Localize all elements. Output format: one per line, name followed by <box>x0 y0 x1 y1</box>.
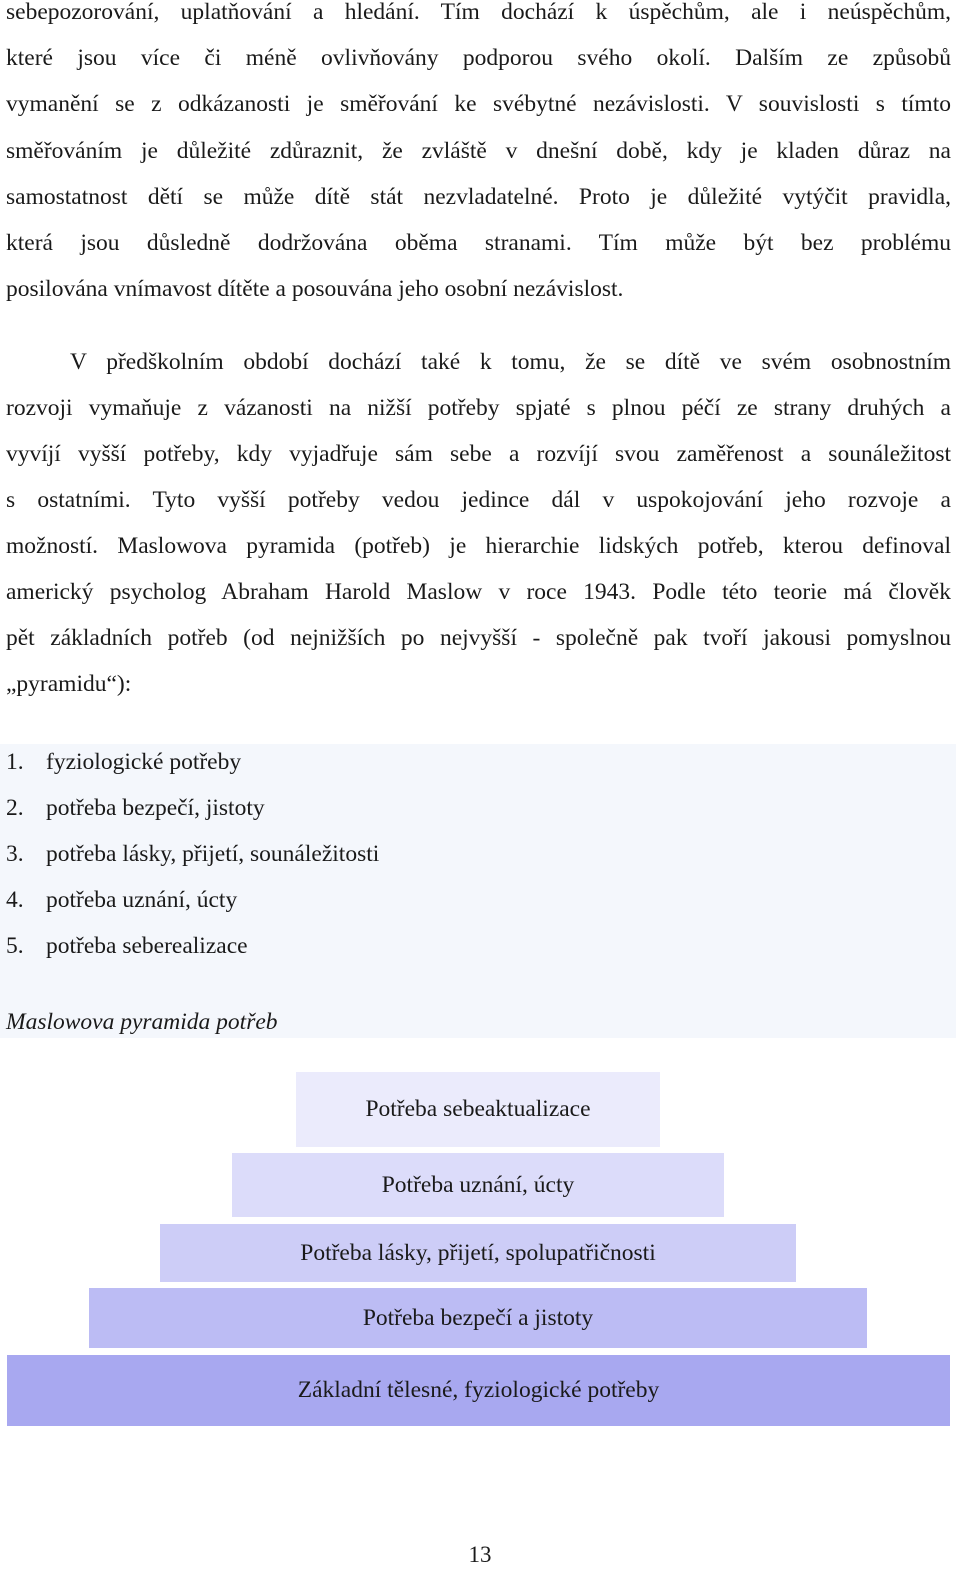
page-number: 13 <box>468 1542 492 1567</box>
pyramid-tier-love-belonging: Potřeba lásky, přijetí, spolupatřičnosti <box>160 1224 796 1282</box>
paragraph1-line-2: které jsou více či méně ovlivňovány podporou svého okolí. Dalším ze způsobů <box>6 45 951 71</box>
paragraph2-line-7: pět základních potřeb (od nejnižších po nejvyšší - společně pak tvoří jakousi pomyslnou <box>6 625 951 651</box>
list-item-text: potřeba seberealizace <box>46 933 248 959</box>
paragraph1-line-6: která jsou důsledně dodržována oběma stranami. Tím může být bez problému <box>6 230 951 256</box>
paragraph1-line-3: vymanění se z odkázanosti je směřování ke svébytné nezávislosti. V souvislosti s tímto <box>6 91 951 117</box>
paragraph2-line-3: vyvíjí vyšší potřeby, kdy vyjadřuje sám sebe a rozvíjí svou zaměřenost a sounáležitost <box>6 441 951 467</box>
pyramid-tier-safety: Potřeba bezpečí a jistoty <box>89 1288 867 1348</box>
paragraph2-line-4: s ostatními. Tyto vyšší potřeby vedou jedince dál v uspokojování jeho rozvoje a <box>6 487 951 513</box>
paragraph2-line-1: V předškolním období dochází také k tomu, že se dítě ve svém osobnostním <box>70 349 951 375</box>
list-item <box>6 839 379 869</box>
paragraph1-line-1: sebepozorování, uplatňování a hledání. Tím dochází k úspěchům, ale i neúspěchům, <box>6 0 951 25</box>
list-item-number: 3. <box>6 841 24 867</box>
paragraph2-line-6: americký psycholog Abraham Harold Maslow v roce 1943. Podle této teorie má člověk <box>6 579 951 605</box>
list-item-number: 4. <box>6 887 24 913</box>
list-item-text: potřeba lásky, přijetí, sounáležitosti <box>46 841 380 867</box>
pyramid-tier-self-actualization: Potřeba sebeaktualizace <box>296 1072 660 1147</box>
pyramid-tier-physiological: Základní tělesné, fyziologické potřeby <box>7 1355 950 1426</box>
list-item <box>6 793 265 823</box>
paragraph1-line-7: posilována vnímavost dítěte a posouvána jeho osobní nezávislost. <box>6 276 624 302</box>
paragraph2-line-8: „pyramidu“): <box>6 671 132 697</box>
list-item <box>6 931 248 961</box>
pyramid-tier-esteem: Potřeba uznání, úcty <box>232 1153 724 1217</box>
list-item-number: 5. <box>6 933 24 959</box>
list-item-number: 1. <box>6 749 24 775</box>
paragraph1-line-5: samostatnost dětí se může dítě stát nezvladatelné. Proto je důležité vytýčit pravidla, <box>6 184 951 210</box>
list-item-text: potřeba uznání, úcty <box>46 887 238 913</box>
list-item <box>6 747 241 777</box>
list-item-text: fyziologické potřeby <box>46 749 242 775</box>
figure-caption: Maslowova pyramida potřeb <box>6 1009 278 1035</box>
paragraph2-line-5: možností. Maslowova pyramida (potřeb) je hierarchie lidských potřeb, kterou definoval <box>6 533 951 559</box>
list-item-text: potřeba bezpečí, jistoty <box>46 795 265 821</box>
paragraph1-line-4: směřováním je důležité zdůraznit, že zvláště v dnešní době, kdy je kladen důraz na <box>6 138 951 164</box>
list-item-number: 2. <box>6 795 24 821</box>
paragraph2-line-2: rozvoji vymaňuje z vázanosti na nižší potřeby spjaté s plnou péčí ze strany druhých a <box>6 395 951 421</box>
list-item <box>6 885 237 915</box>
